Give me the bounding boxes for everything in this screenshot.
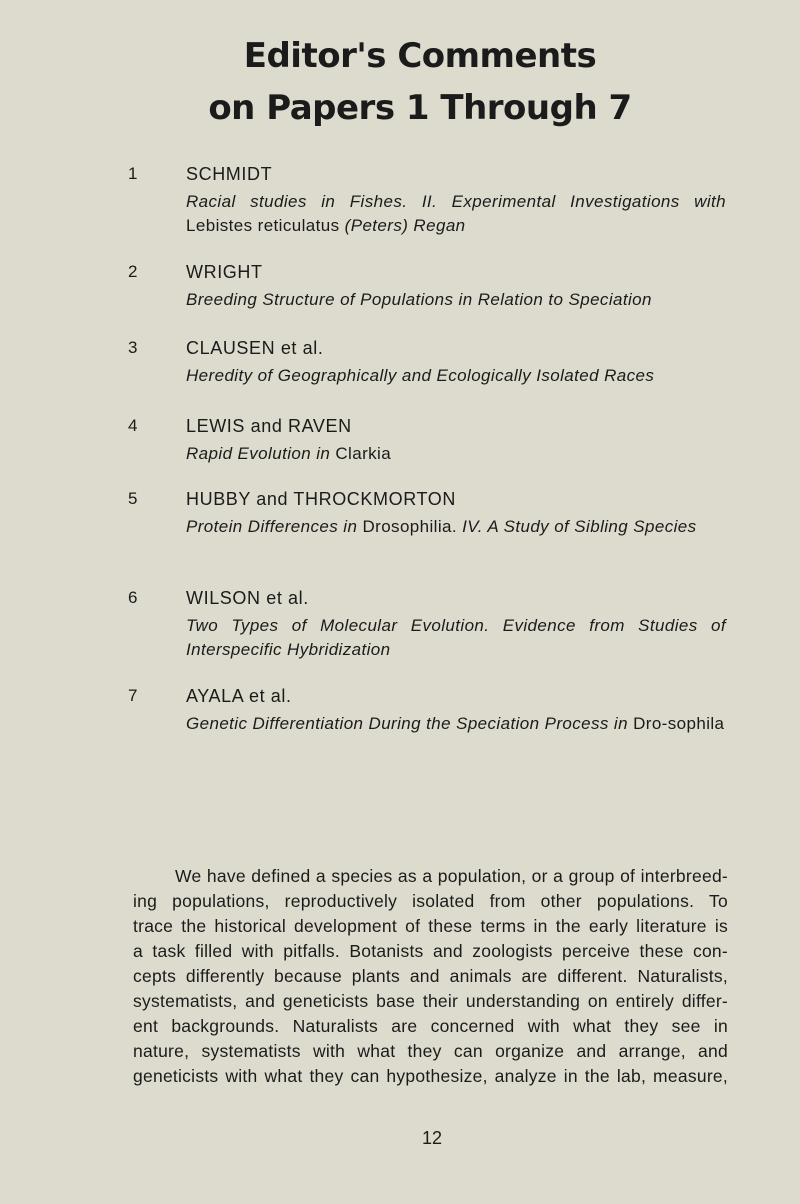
paper-title-part: Protein Differences in (186, 517, 363, 536)
body-line: ent backgrounds. Naturalists are concerned with what they see in (133, 1016, 728, 1036)
paper-number: 1 (128, 164, 138, 183)
paper-author: CLAUSEN et al. (186, 338, 324, 358)
paper-author: WILSON et al. (186, 588, 309, 608)
paper-title (186, 712, 726, 736)
paper-title (186, 515, 726, 539)
paper-title-part: Genetic Differentiation During the Speciation Process in (186, 714, 634, 733)
paper-author: HUBBY and THROCKMORTON (186, 489, 456, 509)
paper-title (186, 364, 726, 388)
body-line: cepts differently because plants and animals are different. Naturalists, (133, 966, 728, 986)
paper-title-part: Rapid Evolution in (186, 444, 336, 463)
paper-title-part: Breeding Structure of Populations in Relation to Speciation (186, 290, 652, 309)
page-number: 12 (421, 1128, 443, 1148)
paper-author: LEWIS and RAVEN (186, 416, 352, 436)
paper-author: WRIGHT (186, 262, 263, 282)
paper-number: 3 (128, 338, 138, 357)
paper-title-part: Drosophilia. (362, 517, 463, 536)
title-line-2: on Papers 1 Through 7 (208, 88, 632, 128)
paper-author: AYALA et al. (186, 686, 292, 706)
paper-title (186, 614, 726, 662)
body-line: We have defined a species as a population, or a group of interbreed- (175, 866, 728, 886)
paper-title-part: IV. A Study of Sibling Species (462, 517, 697, 536)
paper-title-part: Two Types of Molecular Evolution. Evidence from Studies of Interspecific Hybridization (186, 616, 726, 659)
paper-title (186, 190, 726, 238)
paper-title-part: Dro-sophila (633, 714, 725, 733)
paper-number: 7 (128, 686, 138, 705)
body-paragraph (133, 864, 728, 1089)
body-line: trace the historical development of these terms in the early literature is (133, 916, 728, 936)
body-line: nature, systematists with what they can organize and arrange, and (133, 1041, 728, 1061)
body-line: geneticists with what they can hypothesize, analyze in the lab, measure, (133, 1066, 728, 1086)
paper-title-part: Lebistes reticulatus (186, 216, 345, 235)
body-line: ing populations, reproductively isolated from other populations. To (133, 891, 728, 911)
paper-number: 4 (128, 416, 138, 435)
paper-title (186, 288, 726, 312)
paper-author: SCHMIDT (186, 164, 273, 184)
page-title (0, 30, 800, 134)
paper-title-part: Racial studies in Fishes. II. Experimental Investigations with (186, 192, 726, 211)
paper-title-part: Clarkia (335, 444, 392, 463)
paper-title-part: (Peters) Regan (344, 216, 466, 235)
body-line: a task filled with pitfalls. Botanists and zoologists perceive these con- (133, 941, 728, 961)
paper-number: 6 (128, 588, 138, 607)
paper-title (186, 442, 726, 466)
body-line: systematists, and geneticists base their understanding on entirely differ- (133, 991, 728, 1011)
paper-title-part: Heredity of Geographically and Ecologically Isolated Races (186, 366, 655, 385)
paper-number: 5 (128, 489, 138, 508)
paper-number: 2 (128, 262, 138, 281)
title-line-1: Editor's Comments (243, 36, 597, 76)
